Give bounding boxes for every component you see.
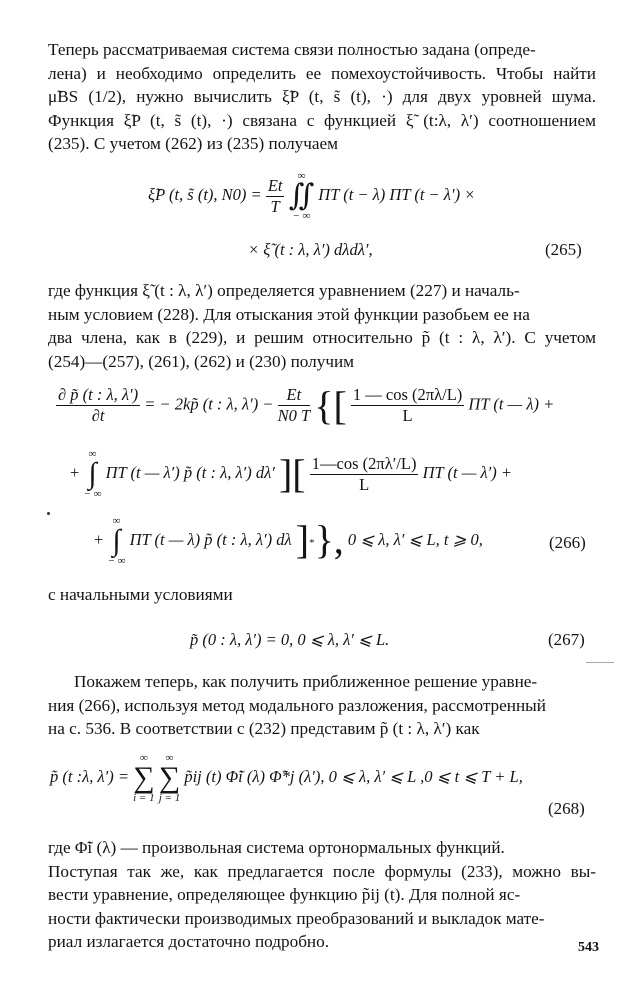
cos-fraction-den: L (402, 406, 413, 425)
integral-lower-limit: − ∞ (83, 488, 102, 500)
eq266-after-cos1: ΠT (t — λ) + (468, 394, 555, 414)
eq266-integral-2 (107, 515, 125, 567)
integral-upper-limit: ∞ (297, 170, 306, 182)
eq266-derivative-den: ∂t (91, 406, 105, 425)
text-line: Теперь рассматриваемая система связи полностью задана (опреде- (48, 40, 536, 59)
cos-fraction-num: 1—cos (2πλ′/L) (311, 453, 417, 473)
equation-266-line3 (94, 515, 483, 567)
eq266-derivative-num: ∂ p̃ (t : λ, λ′) (58, 385, 139, 404)
paragraph-initial-conditions (48, 583, 596, 607)
print-mark (586, 662, 614, 663)
sum-sign: ∑ (158, 761, 181, 794)
text-line: ным условием (228). Для отыскания этой функции разобьем ее на (48, 304, 530, 324)
text-line: с начальными условиями (48, 585, 233, 604)
text-line: лена) и необходимо определить ее помехоустойчивость. Чтобы найти (48, 63, 596, 83)
paragraph-orthonormal (48, 836, 596, 954)
integral-sign: ∬ (288, 179, 315, 212)
integral-lower-limit: − ∞ (107, 555, 126, 567)
text-line: (235). С учетом (262) из (235) получаем (48, 134, 339, 153)
eq265-coef-num: Et (267, 175, 283, 195)
text-line: ния (266), используя метод модального разложения, рассмотренный (48, 695, 546, 715)
eq266-coef-num: Et (278, 385, 311, 406)
equation-268 (50, 752, 523, 804)
equation-266-line2 (70, 448, 512, 500)
text-line: Поступая так же, как предлагается после формулы (233), можно вы- (48, 861, 596, 881)
text-line: два члена, как в (229), и решим относительно p̃ (t : λ, λ′). С учетом (48, 328, 596, 347)
eq266-integral-1 (83, 448, 101, 500)
plus-sign: + (94, 529, 104, 549)
print-speck (47, 512, 50, 515)
eq266-integrand-1: ΠT (t — λ′) p̃ (t : λ, λ′) dλ′ (105, 462, 275, 482)
eq265-lhs: ξ̃P (t, s̃ (t), N0) = (148, 184, 262, 204)
eq265-coef-den: T (270, 196, 280, 216)
eq266-derivative (56, 385, 140, 426)
equation-265-line1 (148, 170, 475, 222)
paragraph-modal-expansion (48, 670, 596, 741)
text-line: где функция ξ̃ (t : λ, λ′) определяется уравнением (227) и началь- (48, 281, 520, 300)
equation-267: p̃ (0 : λ, λ′) = 0, 0 ⩽ λ, λ′ ⩽ L. (190, 630, 390, 649)
equation-number-265: (265) (545, 240, 582, 259)
sum-sign: ∑ (133, 761, 155, 794)
equation-number-268: (268) (548, 799, 585, 818)
text-line: на с. 536. В соответствии с (232) представим p̃ (t : λ, λ′) как (48, 719, 480, 738)
sum-upper-limit: ∞ (139, 752, 148, 764)
text-line: где Φ̃i (λ) — произвольная система ортонормальных функций. (48, 838, 505, 857)
text-line: ности фактически производимых преобразований и выкладок мате- (48, 908, 545, 928)
eq266-after-cos2: ΠT (t — λ′) + (422, 462, 513, 482)
text-line: риал излагается достаточно подробно. (48, 932, 330, 951)
integral-upper-limit: ∞ (88, 448, 97, 460)
integral-sign: ∫ (112, 524, 121, 557)
eq265-integrand: ΠT (t − λ) ΠT (t − λ′) × (318, 184, 476, 204)
page-number: 543 (578, 940, 599, 955)
eq266-term1: = − 2kp̃ (t : λ, λ′) − (144, 394, 274, 414)
text-line: Функция ξ̃P (t, s̃ (t), ·) связана с функцией ξ̃ (t:λ, λ′) соотношением (48, 110, 596, 130)
cos-fraction-num: 1 — cos (2πλ/L) (352, 385, 463, 404)
equation-265-line2: × ξ̃ (t : λ, λ′) dλdλ′, (248, 240, 373, 259)
eq268-lhs: p̃ (t :λ, λ′) = (50, 766, 129, 786)
eq268-sum-j (159, 752, 180, 804)
paragraph-intro (48, 38, 596, 156)
eq266-cos-fraction-1 (351, 385, 464, 426)
plus-sign: + (70, 462, 80, 482)
eq266-cos-fraction-2 (310, 454, 419, 495)
equation-266-line1 (56, 382, 555, 428)
eq265-coefficient (266, 176, 285, 217)
equation-number-266: (266) (549, 533, 586, 552)
eq266-integrand-2: ΠT (t — λ) p̃ (t : λ, λ′) dλ (129, 529, 292, 549)
sum-lower-limit: j = 1 (158, 792, 181, 804)
eq266-conditions: 0 ⩽ λ, λ′ ⩽ L, t ⩾ 0, (347, 529, 483, 549)
paragraph-function-split (48, 279, 596, 373)
closing-bracket-brace: ]*}, (295, 516, 344, 562)
equation-number-267: (267) (548, 630, 585, 649)
eq266-coefficient (278, 385, 311, 426)
eq268-sum-i (133, 752, 154, 804)
bracket-close-open: ][ (278, 451, 306, 496)
eq265-double-integral (289, 170, 315, 222)
sum-lower-limit: i = 1 (133, 792, 155, 804)
text-line: (254)—(257), (261), (262) и (230) получим (48, 351, 355, 371)
text-line: вести уравнение, определяющее функцию p̃ij (t). Для полной яс- (48, 885, 521, 904)
integral-sign: ∫ (88, 457, 97, 490)
eq266-coef-den: N0 T (277, 406, 311, 425)
left-brace: {[ (314, 382, 347, 428)
integral-upper-limit: ∞ (112, 515, 121, 527)
sum-upper-limit: ∞ (165, 752, 174, 764)
text-line: μ̃BS (1/2), нужно вычислить ξ̃P (t, s̃ (t), ·) для двух уровней шума. (48, 87, 596, 106)
integral-lower-limit: − ∞ (292, 210, 311, 222)
text-line: Покажем теперь, как получить приближенное решение уравне- (74, 672, 538, 691)
eq268-body: p̃ij (t) Φ̃i (λ) Φ̃*j (λ′), 0 ⩽ λ, λ′ ⩽ L ,0 ⩽ t ⩽ T + L, (184, 766, 523, 786)
cos-fraction-den: L (359, 474, 370, 494)
